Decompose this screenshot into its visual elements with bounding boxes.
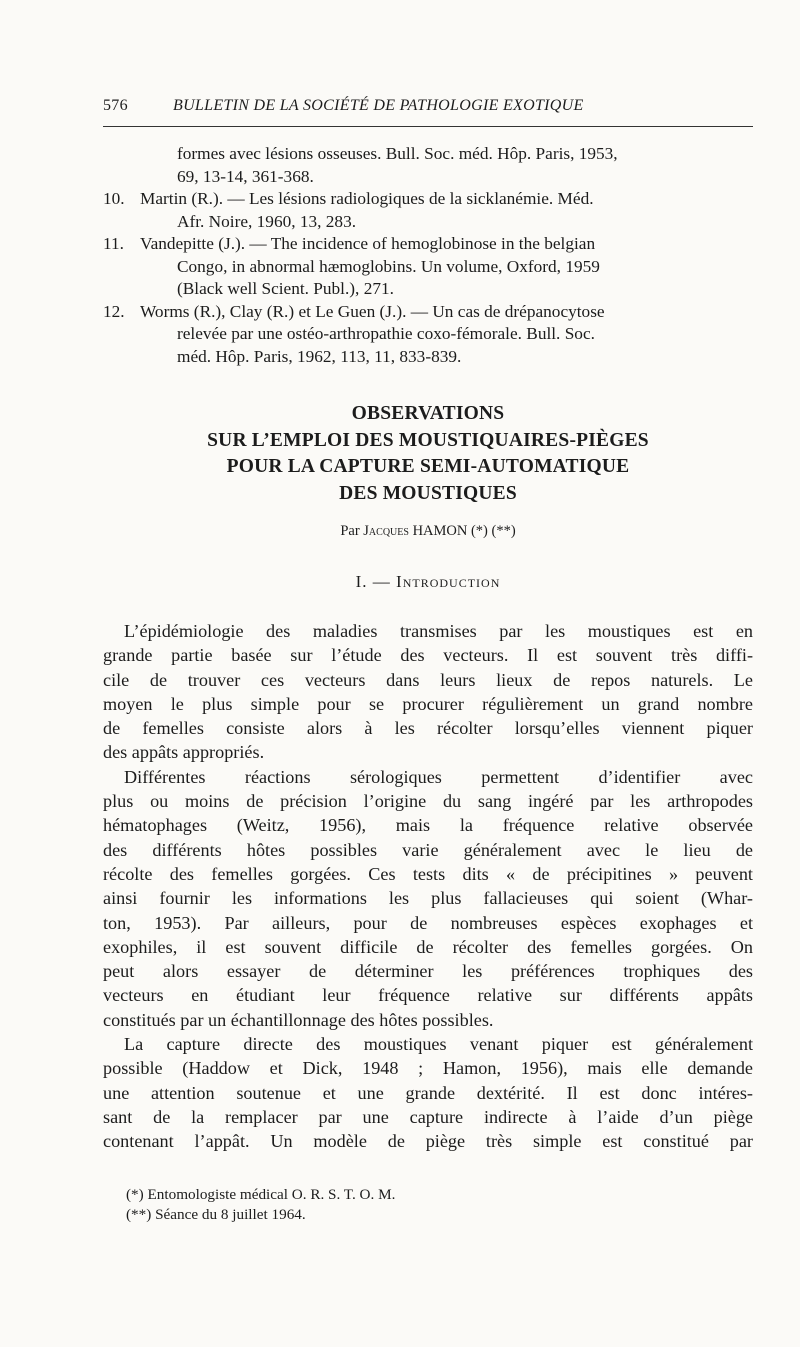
footnote: (**) Séance du 8 juillet 1964. bbox=[126, 1206, 306, 1223]
body-line: une attention soutenue et une grande dextérité. Il est donc intéres- bbox=[103, 1082, 753, 1103]
reference-10 bbox=[103, 188, 753, 233]
footnote-marks: (*) (**) bbox=[470, 523, 516, 539]
reference-number: 10. bbox=[103, 189, 125, 208]
reference-line: Afr. Noire, 1960, 13, 283. bbox=[177, 211, 357, 231]
journal-title: BULLETIN DE LA SOCIÉTÉ DE PATHOLOGIE EXOTIQUE bbox=[173, 97, 584, 114]
body-line: peut alors essayer de déterminer les préférences trophiques des bbox=[103, 961, 753, 982]
article-title-block bbox=[103, 401, 753, 540]
footnotes bbox=[103, 1185, 753, 1225]
reference-line: Congo, in abnormal hæmoglobins. Un volume, Oxford, 1959 bbox=[177, 256, 600, 276]
article-title-line: OBSERVATIONS bbox=[351, 403, 505, 424]
reference-continuation bbox=[103, 143, 753, 188]
reference-number: 11. bbox=[103, 234, 124, 253]
body-line: plus ou moins de précision l’origine du sang ingéré par les arthropodes bbox=[103, 791, 753, 812]
body-line: moyen le plus simple pour se procurer régulièrement un grand nombre bbox=[103, 693, 753, 714]
body-line: hématophages (Weitz, 1956), mais la fréquence relative observée bbox=[103, 815, 753, 836]
article-title-line: DES MOUSTIQUES bbox=[339, 482, 517, 504]
body-line: contenant l’appât. Un modèle de piège très simple est constitué par bbox=[103, 1131, 753, 1152]
body-line: des appâts appropriés. bbox=[103, 742, 265, 763]
body-line: cile de trouver ces vecteurs dans leurs lieux de repos naturels. Le bbox=[103, 669, 753, 690]
reference-line: méd. Hôp. Paris, 1962, 113, 11, 833-839. bbox=[177, 346, 462, 366]
reference-line: relevée par une ostéo-arthropathie coxo-fémorale. Bull. Soc. bbox=[177, 324, 595, 343]
reference-line: Worms (R.), Clay (R.) et Le Guen (J.). — Un cas de drépanocytose bbox=[140, 301, 605, 321]
body-line: récolte des femelles gorgées. Ces tests dits « de précipitines » peuvent bbox=[103, 863, 753, 884]
author-first-name: Jacques bbox=[363, 523, 409, 539]
header-rule bbox=[103, 126, 753, 127]
body-line: de femelles consiste alors à les récolter lorsqu’elles viennent piquer bbox=[103, 718, 753, 739]
body-line: exophiles, il est souvent difficile de récolter des femelles gorgées. On bbox=[103, 936, 753, 957]
reference-11 bbox=[103, 233, 753, 301]
body-line: grande partie basée sur l’étude des vecteurs. Il est souvent très diffi- bbox=[103, 645, 753, 666]
page-number: 576 bbox=[103, 97, 128, 114]
reference-line: Vandepitte (J.). — The incidence of hemoglobinose in the belgian bbox=[140, 234, 596, 253]
article-title-line: SUR L’EMPLOI DES MOUSTIQUAIRES-PIÈGES bbox=[207, 429, 649, 451]
reference-number: 12. bbox=[103, 301, 125, 321]
author-prefix: Par bbox=[340, 523, 360, 539]
body-line: L’épidémiologie des maladies transmises par les moustiques est en bbox=[124, 621, 753, 641]
section-heading: I. — Introduction bbox=[355, 572, 501, 591]
body-line: des différents hôtes possibles varie généralement avec le lieu de bbox=[103, 839, 753, 860]
body-text bbox=[103, 619, 753, 1154]
reference-line: Martin (R.). — Les lésions radiologiques de la sicklanémie. Méd. bbox=[140, 189, 594, 208]
body-line: ton, 1953). Par ailleurs, pour de nombreuses espèces exophages et bbox=[103, 912, 753, 933]
reference-line: 69, 13-14, 361-368. bbox=[177, 166, 314, 186]
body-line: La capture directe des moustiques venant piquer est généralement bbox=[124, 1034, 753, 1055]
body-line: vecteurs en étudiant leur fréquence relative sur différents appâts bbox=[103, 985, 753, 1006]
reference-12 bbox=[103, 301, 753, 369]
body-line: Différentes réactions sérologiques permettent d’identifier avec bbox=[124, 766, 753, 787]
body-line: ainsi fournir les informations les plus fallacieuses qui soient (Whar- bbox=[103, 888, 753, 909]
article-title-line: POUR LA CAPTURE SEMI-AUTOMATIQUE bbox=[226, 456, 630, 477]
reference-line: (Black well Scient. Publ.), 271. bbox=[177, 279, 394, 298]
reference-line: formes avec lésions osseuses. Bull. Soc. méd. Hôp. Paris, 1953, bbox=[177, 144, 618, 163]
footnote: (*) Entomologiste médical O. R. S. T. O. M. bbox=[126, 1186, 396, 1203]
running-head bbox=[103, 97, 753, 123]
body-line: sant de la remplacer par une capture indirecte à l’aide d’un piège bbox=[103, 1106, 753, 1127]
reference-list bbox=[103, 143, 753, 368]
body-line: constitués par un échantillonnage des hôtes possibles. bbox=[103, 1009, 494, 1030]
author-line bbox=[103, 523, 753, 540]
body-line: possible (Haddow et Dick, 1948 ; Hamon, 1956), mais elle demande bbox=[103, 1058, 753, 1079]
author-last-name: HAMON bbox=[412, 523, 468, 539]
